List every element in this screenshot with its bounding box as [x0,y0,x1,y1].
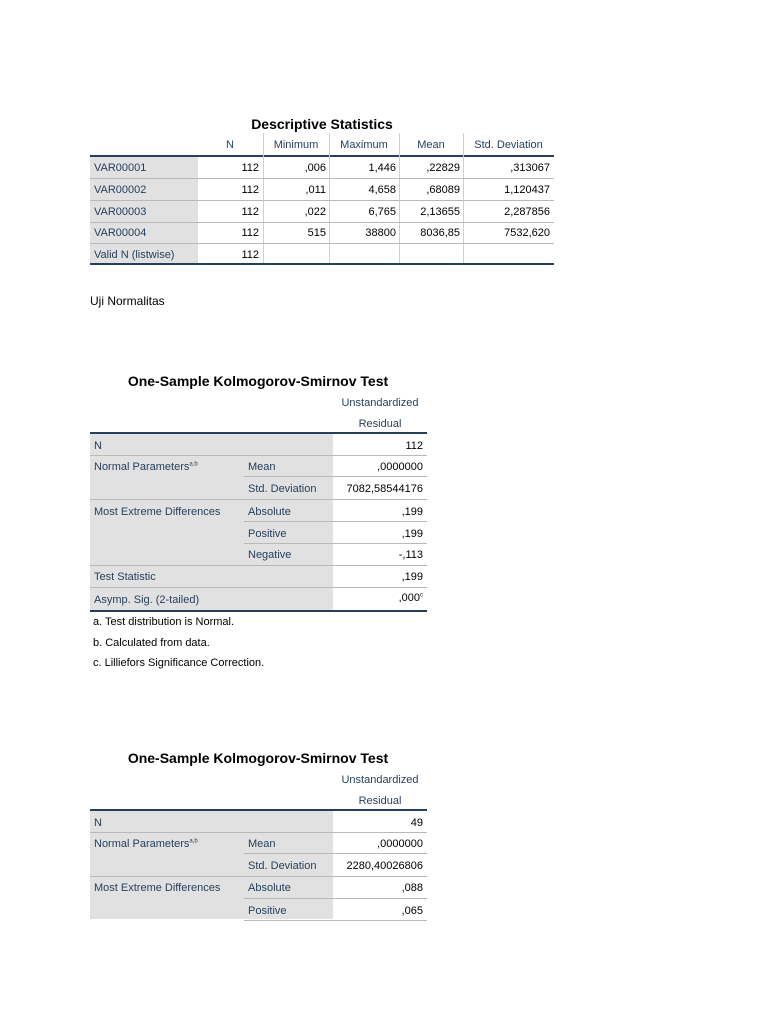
ks1-n-value: 112 [405,440,423,452]
descriptive-title: Descriptive Statistics [251,116,393,132]
cell-max: 38800 [365,227,396,239]
ks2-title: One-Sample Kolmogorov-Smirnov Test [127,750,389,766]
cell-n: 112 [241,184,259,196]
ks1-col-header-2: Residual [358,418,402,430]
ks1-normal-params-label: Normal Parameters$^{a,b}$ [94,461,198,473]
ks2-absolute-label: Absolute [248,882,291,894]
ks2-mean-value: ,0000000 [377,838,423,850]
ks1-sd-label: Std. Deviation [248,483,317,495]
cell-n: 112 [241,162,259,174]
ks1-positive-value: ,199 [401,528,423,540]
ks2-n-value: 49 [410,817,423,829]
cell-min: 515 [307,227,326,239]
ks1-absolute-label: Absolute [248,506,291,518]
ks1-negative-value: -,113 [398,549,423,561]
ks2-normal-params-label: Normal Parameters$^{a,b}$ [94,838,198,850]
ks1-negative-label: Negative [248,549,292,561]
cell-min: ,022 [304,206,326,218]
ks1-n-label: N [94,440,102,452]
ks2-col-header-2: Residual [358,795,402,807]
ks2-mean-label: Mean [248,838,276,850]
ks1-note-c: c. Lilliefors Significance Correction. [93,657,265,669]
col-minimum: Minimum [273,139,319,151]
cell-mean: 8036,85 [420,227,460,239]
ks1-title: One-Sample Kolmogorov-Smirnov Test [127,373,389,389]
ks2-absolute-value: ,088 [401,882,423,894]
ks1-sd-value: 7082,58544176 [346,483,423,495]
cell-n: 112 [241,249,259,261]
row-label: Valid N (listwise) [94,249,175,261]
col-n: N [226,139,234,151]
cell-sd: 7532,620 [504,227,550,239]
cell-min: ,006 [304,162,326,174]
section-heading: Uji Normalitas [90,294,165,308]
ks1-note-b: b. Calculated from data. [93,637,210,649]
cell-n: 112 [241,206,259,218]
cell-n: 112 [241,227,259,239]
ks1-asymp-value: ,000$^c$ [398,592,423,604]
ks1-absolute-value: ,199 [401,506,423,518]
cell-max: 6,765 [368,206,396,218]
cell-mean: ,22829 [426,162,460,174]
ks2-sd-value: 2280,40026806 [346,860,423,872]
row-label: VAR00003 [94,206,147,218]
ks1-asymp-label: Asymp. Sig. (2-tailed) [94,594,200,606]
row-label: VAR00004 [94,227,147,239]
ks2-col-header-1: Unstandardized [341,774,419,786]
row-label: VAR00001 [94,162,147,174]
ks1-test-stat-value: ,199 [401,571,423,583]
cell-mean: ,68089 [426,184,460,196]
ks2-sd-label: Std. Deviation [248,860,317,872]
ks2-positive-value: ,065 [401,905,423,917]
cell-max: 1,446 [368,162,396,174]
ks1-note-a: a. Test distribution is Normal. [93,616,235,628]
cell-sd: 2,287856 [504,206,550,218]
row-label: VAR00002 [94,184,147,196]
col-mean: Mean [417,139,445,151]
ks2-n-label: N [94,817,102,829]
col-maximum: Maximum [340,139,388,151]
cell-sd: 1,120437 [504,184,550,196]
ks1-col-header-1: Unstandardized [341,397,419,409]
col-std-deviation: Std. Deviation [474,139,543,151]
ks2-positive-label: Positive [248,905,287,917]
ks1-mean-value: ,0000000 [377,461,423,473]
cell-sd: ,313067 [510,162,550,174]
cell-min: ,011 [305,184,326,196]
cell-max: 4,658 [368,184,396,196]
cell-mean: 2,13655 [420,206,460,218]
ks1-extreme-label: Most Extreme Differences [94,506,221,518]
ks1-mean-label: Mean [248,461,276,473]
ks1-test-stat-label: Test Statistic [94,571,156,583]
ks1-positive-label: Positive [248,528,287,540]
ks2-extreme-label: Most Extreme Differences [94,882,221,894]
